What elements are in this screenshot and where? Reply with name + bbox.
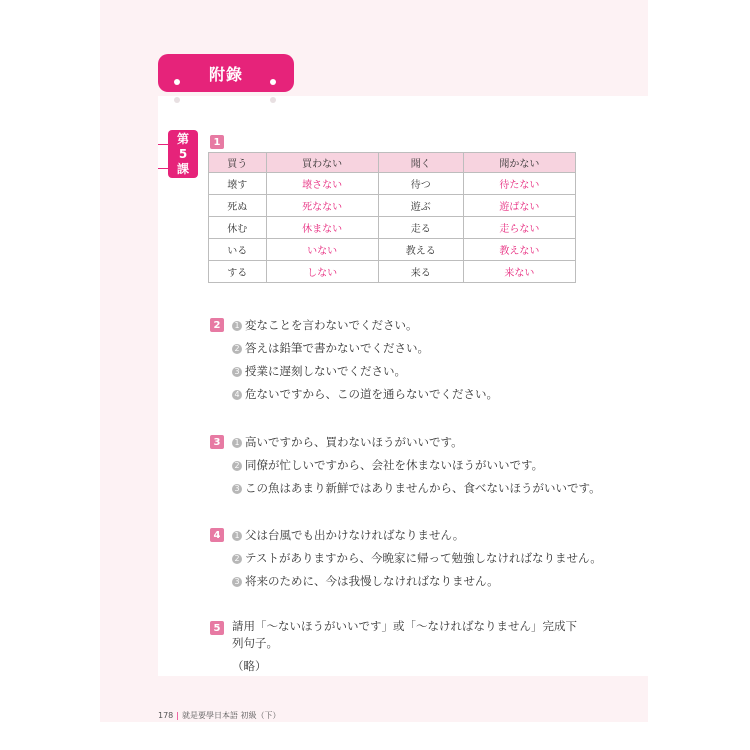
table-cell: 待たない	[463, 173, 575, 195]
table-cell: 買わない	[266, 153, 378, 173]
table-cell: する	[209, 261, 267, 283]
page-footer	[158, 710, 281, 721]
sentence	[232, 550, 602, 566]
table-cell: 走る	[378, 217, 463, 239]
answer-omitted: （略）	[232, 659, 267, 673]
book-level: 初級（下）	[240, 711, 281, 720]
badge-line-bottom	[158, 168, 168, 169]
appendix-tab	[158, 54, 294, 92]
sentence	[232, 527, 464, 543]
table-cell: 買う	[209, 153, 267, 173]
sentence-number: 3	[232, 484, 242, 494]
sentence-text: 授業に遅刻しないでください。	[245, 364, 406, 378]
sentence-text: テストがありますから、今晩家に帰って勉強しなければなりません。	[245, 551, 602, 565]
sentence-text: 危ないですから、この道を通らないでください。	[245, 387, 498, 401]
table-row	[209, 217, 576, 239]
lesson-label-3: 課	[176, 162, 189, 176]
sentence-text: 同僚が忙しいですから、会社を休まないほうがいいです。	[245, 458, 544, 472]
exercise-prompt: 請用「～ないほうがいいです」或「～なければなりません」完成下列句子。	[232, 619, 577, 650]
table-cell: 来る	[378, 261, 463, 283]
tab-dot-shadow-right	[270, 97, 276, 103]
table-cell: 壊す	[209, 173, 267, 195]
table-cell: 死ぬ	[209, 195, 267, 217]
sentence-number: 3	[232, 577, 242, 587]
section-5-number: 5	[210, 621, 224, 635]
sentence	[232, 434, 463, 450]
sentence-number: 2	[232, 554, 242, 564]
sentence	[232, 317, 418, 333]
sentence	[232, 386, 498, 402]
table-cell: 教えない	[463, 239, 575, 261]
tab-dot-shadow-left	[174, 97, 180, 103]
table-cell: 休まない	[266, 217, 378, 239]
sentence-text: 答えは鉛筆で書かないでください。	[245, 341, 429, 355]
section-1-number: 1	[210, 135, 224, 149]
table-row	[209, 239, 576, 261]
sentence-number: 4	[232, 390, 242, 400]
sentence-text: 父は台風でも出かけなければなりません。	[245, 528, 465, 542]
footer-divider: |	[176, 711, 179, 720]
sentence-number: 1	[232, 531, 242, 541]
table-cell: 聞く	[378, 153, 463, 173]
sentence-text: 変なことを言わないでください。	[245, 318, 418, 332]
table-row	[209, 261, 576, 283]
table-cell: いない	[266, 239, 378, 261]
sentence	[232, 573, 499, 589]
sentence-text: 高いですから、買わないほうがいいです。	[245, 435, 463, 449]
table-cell: 聞かない	[463, 153, 575, 173]
sentence-text: この魚はあまり新鮮ではありませんから、食べないほうがいいです。	[245, 481, 601, 495]
tab-dot-left	[174, 79, 180, 85]
table-cell: 教える	[378, 239, 463, 261]
tab-dot-right	[270, 79, 276, 85]
table-cell: 遊ばない	[463, 195, 575, 217]
table-cell: いる	[209, 239, 267, 261]
table-cell: 壊さない	[266, 173, 378, 195]
page-number: 178	[158, 711, 174, 720]
book-title: 就是要學日本語	[181, 711, 238, 720]
badge-line-top	[158, 144, 168, 145]
sentence	[232, 480, 601, 496]
section-4-number: 4	[210, 528, 224, 542]
table-row	[209, 195, 576, 217]
sentence-number: 3	[232, 367, 242, 377]
sentence-number: 1	[232, 438, 242, 448]
table-cell: 遊ぶ	[378, 195, 463, 217]
table-cell: 休む	[209, 217, 267, 239]
sentence-text: 将来のために、今は我慢しなければなりません。	[245, 574, 499, 588]
sentence	[232, 340, 429, 356]
sentence-number: 2	[232, 461, 242, 471]
section-2-number: 2	[210, 318, 224, 332]
conjugation-table	[208, 152, 576, 283]
table-cell: しない	[266, 261, 378, 283]
sentence-number: 2	[232, 344, 242, 354]
table-row	[209, 173, 576, 195]
sentence	[232, 457, 543, 473]
table-cell: 来ない	[463, 261, 575, 283]
lesson-label-1: 第	[176, 132, 189, 146]
lesson-badge	[168, 130, 198, 178]
sentence	[232, 363, 406, 379]
sentence-number: 1	[232, 321, 242, 331]
table-header-row	[209, 153, 576, 173]
table-cell: 死なない	[266, 195, 378, 217]
section-3-number: 3	[210, 435, 224, 449]
table-cell: 走らない	[463, 217, 575, 239]
table-cell: 待つ	[378, 173, 463, 195]
appendix-label: 附錄	[208, 64, 243, 84]
lesson-label-2: 5	[178, 147, 188, 161]
